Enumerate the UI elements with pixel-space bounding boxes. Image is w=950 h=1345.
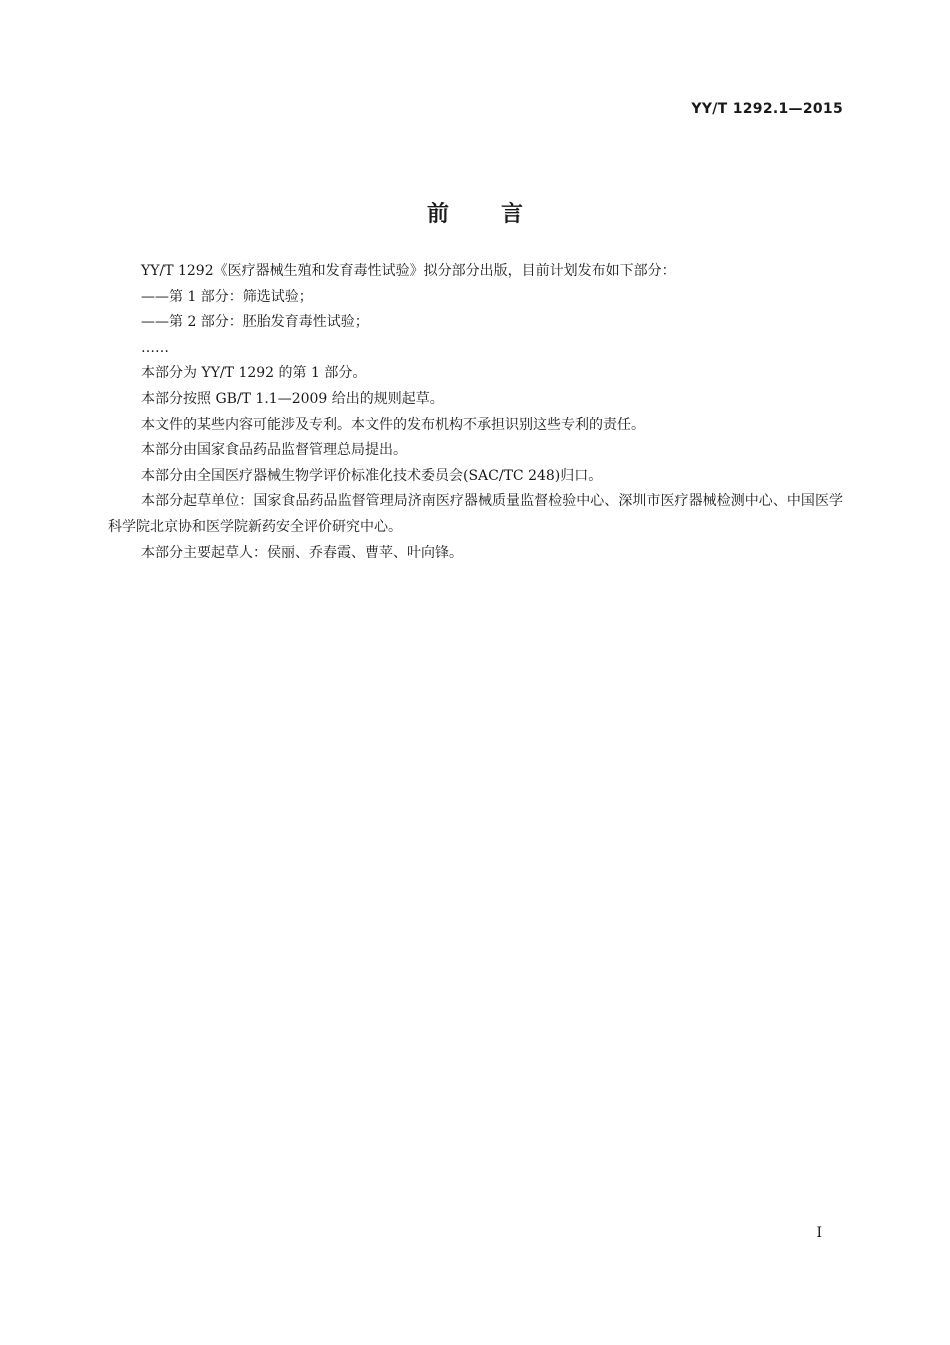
document-code: YY/T 1292.1—2015	[691, 101, 843, 117]
paragraph-drafting-units: 本部分起草单位：国家食品药品监督管理局济南医疗器械质量监督检验中心、深圳市医疗器械检测中心、中国医学科学院北京协和医学院新药安全评价研究中心。	[108, 493, 843, 535]
page-title: 前言	[426, 201, 575, 227]
foreword-body	[108, 259, 843, 566]
list-item-part-1: ——第 1 部分：筛选试验；	[141, 288, 313, 305]
paragraph-drafters: 本部分主要起草人：侯丽、乔春霞、曹苹、叶向锋。	[141, 544, 463, 561]
paragraph-drafting-rules: 本部分按照 GB/T 1.1—2009 给出的规则起草。	[141, 390, 444, 407]
page-number: I	[816, 1225, 822, 1241]
paragraph-patent-notice: 本文件的某些内容可能涉及专利。本文件的发布机构不承担识别这些专利的责任。	[141, 416, 645, 433]
list-item-part-2: ——第 2 部分：胚胎发育毒性试验；	[141, 314, 369, 331]
paragraph-part-statement: 本部分为 YY/T 1292 的第 1 部分。	[141, 365, 367, 382]
paragraph-series-intro: YY/T 1292《医疗器械生殖和发育毒性试验》拟分部分出版，目前计划发布如下部分：	[141, 263, 676, 279]
paragraph-committee: 本部分由全国医疗器械生物学评价标准化技术委员会(SAC/TC 248)归口。	[141, 467, 603, 484]
list-item-ellipsis: ……	[141, 339, 169, 356]
paragraph-proposer: 本部分由国家食品药品监督管理总局提出。	[141, 442, 407, 459]
